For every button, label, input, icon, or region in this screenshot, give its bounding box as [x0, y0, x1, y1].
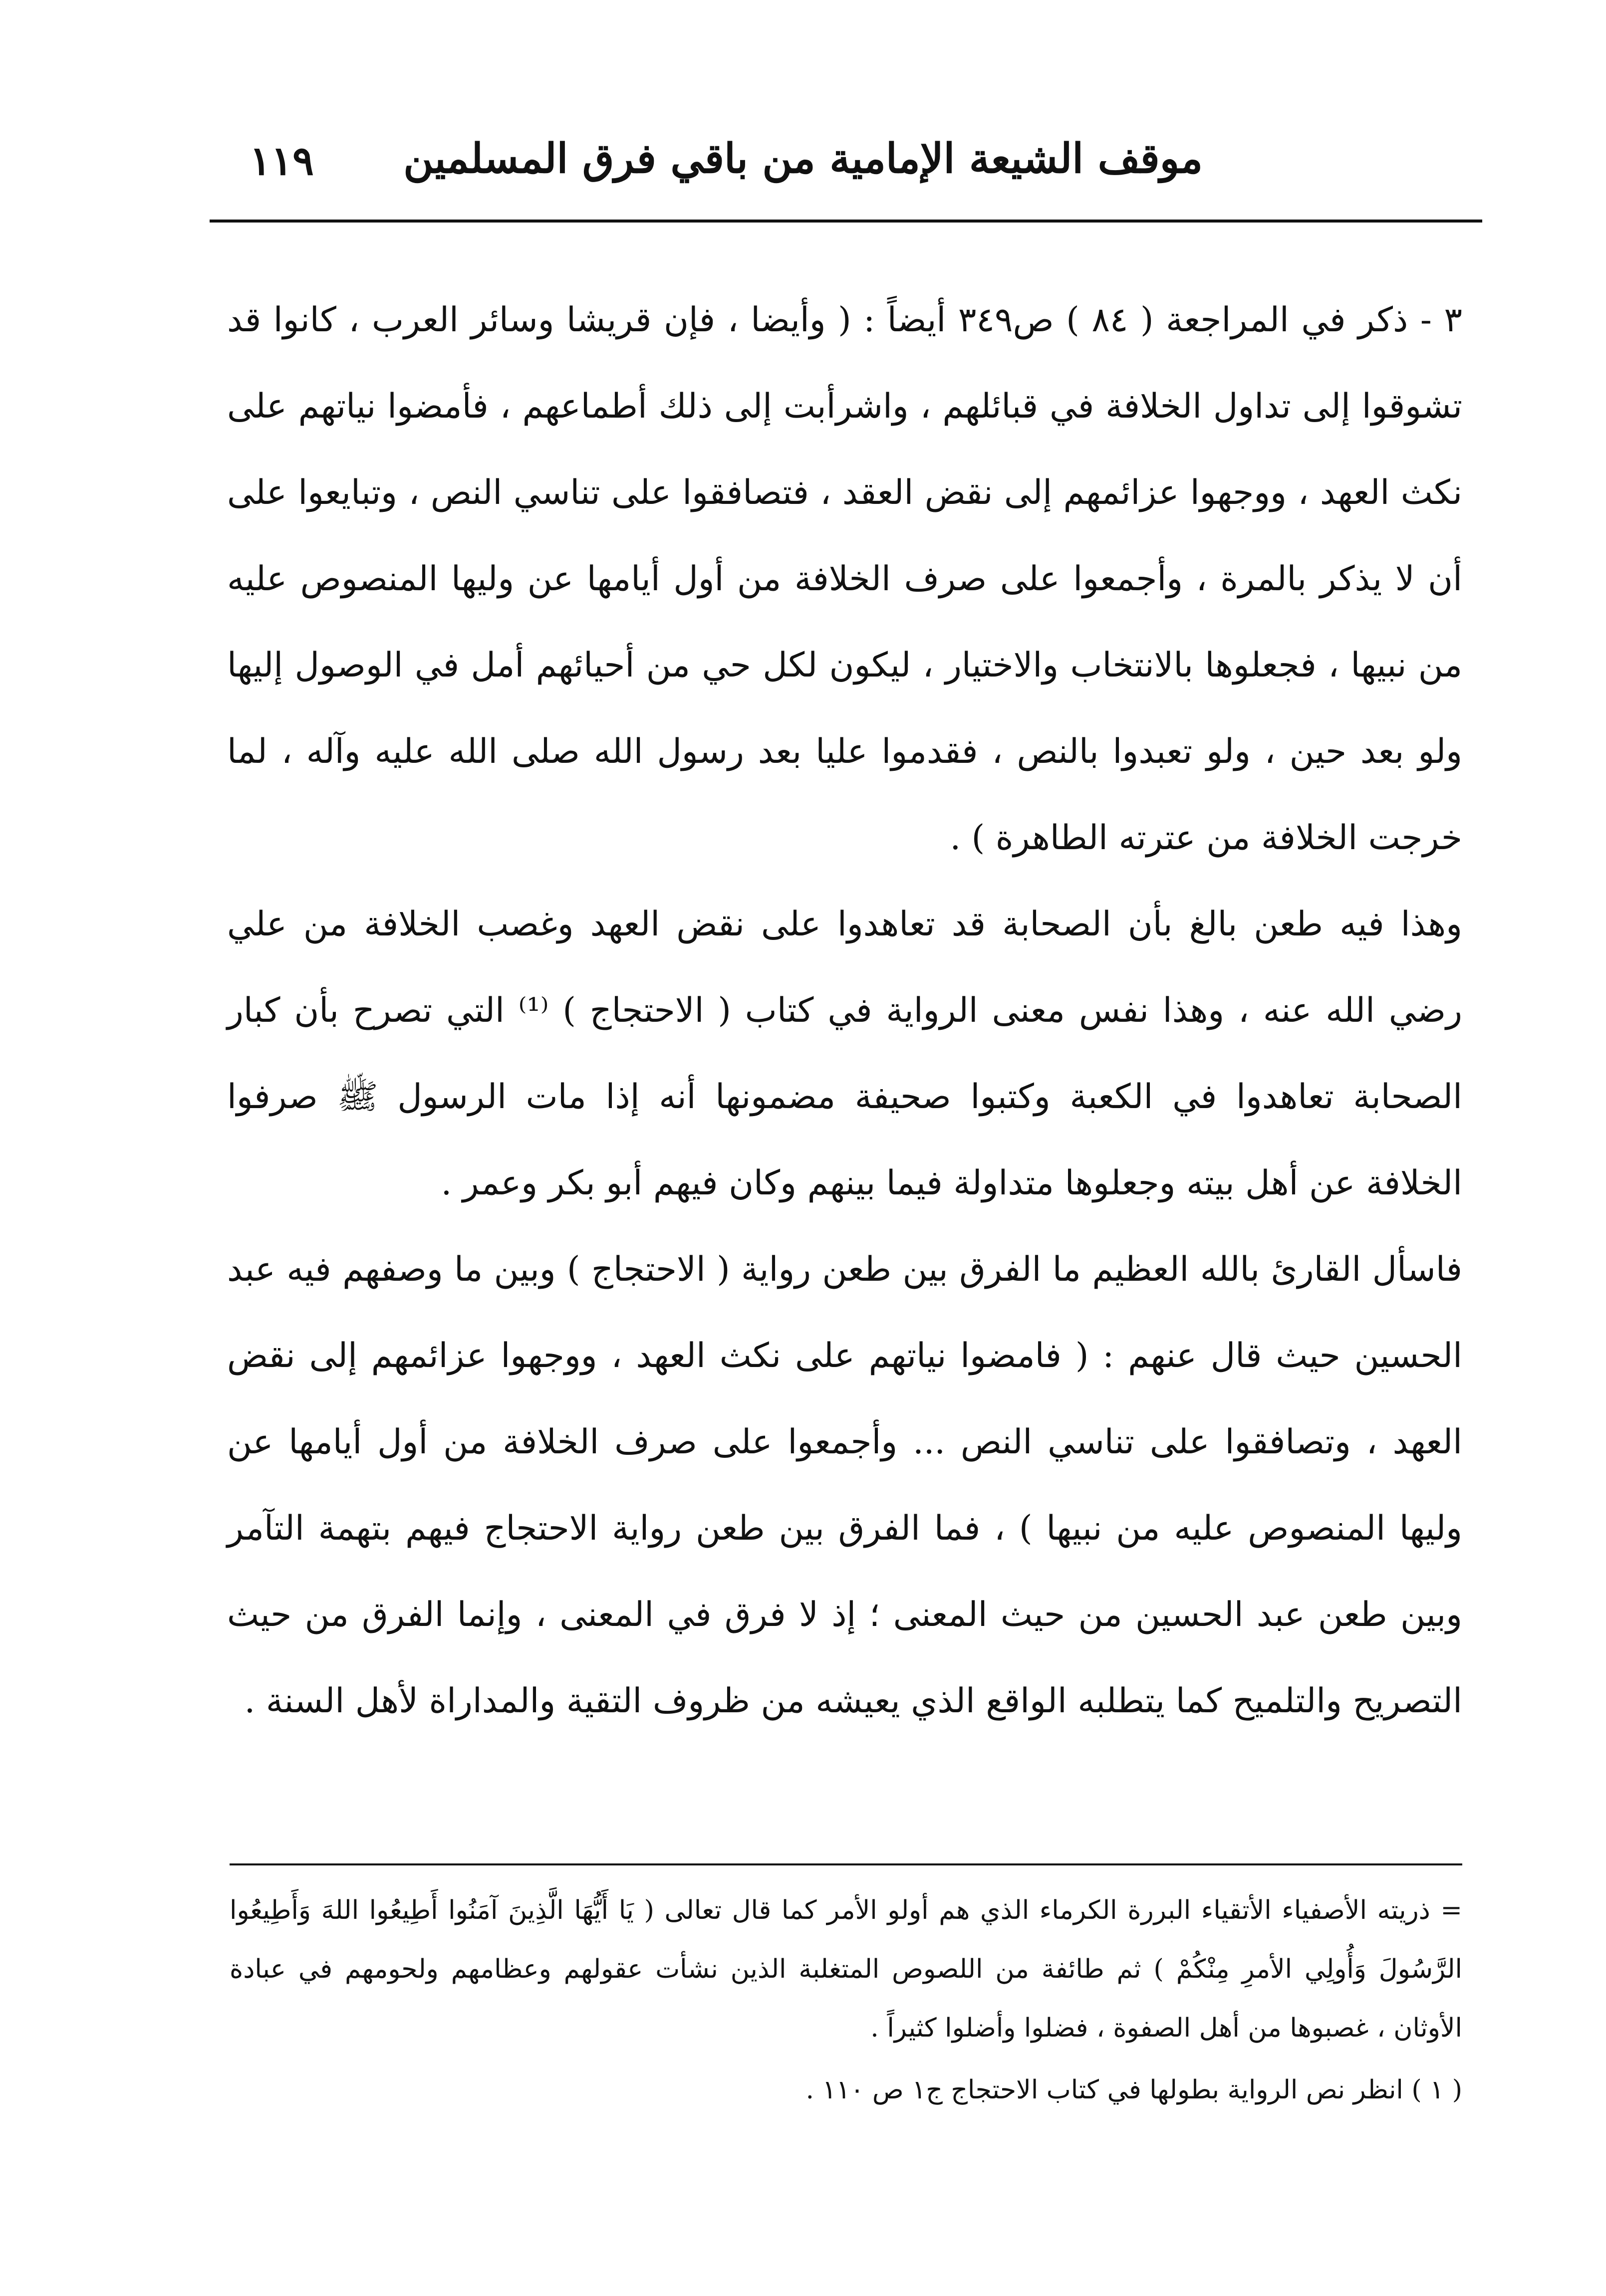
header-rule	[210, 220, 1482, 223]
footnote-1: ( ١ ) انظر نص الرواية بطولها في كتاب الاحتجاج ج١ ص ١١٠ .	[805, 2075, 1462, 2105]
paragraph-ihtijaj-comparison: وهذا فيه طعن بالغ بأن الصحابة قد تعاهدوا على نقض العهد وغصب الخلافة من علي رضي الله عنه ، وهذا نفس معنى الرواية في كتاب ( الاحتجاج ) ⁽¹⁾ التي تصرح بأن كبار الصحابة تعاهدوا في الكعبة وكتبوا صحيفة مضمونها أنه إذا مات الرسول ﷺ صرفوا الخلافة عن أهل بيته وجعلوها متداولة فيما بينهم وكان فيهم أبو بكر وعمر .	[227, 905, 1463, 1203]
footnote-continuation: = ذريته الأصفياء الأتقياء البررة الكرماء الذي هم أولو الأمر كما قال تعالى ( يَا أَيُّهَا الَّذِينَ آمَنُوا أَطِيعُوا اللهَ وَأَطِيعُوا الرَّسُولَ وَأُولِي الأمرِ مِنْكُمْ ) ثم طائفة من اللصوص المتغلبة الذين نشأت عقولهم وعظامهم ولحومهم في عبادة الأوثان ، غصبوها من أهل الصفوة ، فضلوا وأضلوا كثيراً .	[230, 1895, 1462, 2043]
paragraph-question-to-reader: فاسأل القارئ بالله العظيم ما الفرق بين طعن رواية ( الاحتجاج ) وبين ما وصفهم فيه عبد الحسين حيث قال عنهم : ( فامضوا نياتهم على نكث العهد ، ووجهوا عزائمهم إلى نقض العهد ، وتصافقوا على تناسي النص ... وأجمعوا على صرف الخلافة من أول أيامها عن وليها المنصوص عليه من نبيها ) ، فما الفرق بين طعن رواية الاحتجاج فيهم بتهمة التآمر وبين طعن عبد الحسين من حيث المعنى ؛ إذ لا فرق في المعنى ، وإنما الفرق من حيث التصريح والتلميح كما يتطلبه الواقع الذي يعيشه من ظروف التقية والمداراة لأهل السنة .	[227, 1250, 1462, 1721]
footnotes	[230, 1881, 1462, 2119]
footnote-rule	[230, 1863, 1462, 1865]
running-header	[210, 125, 1482, 210]
page-number: ١١٩	[250, 137, 314, 184]
running-title: موقف الشيعة الإمامية من باقي فرق المسلمين	[403, 135, 1203, 183]
body-text	[227, 277, 1462, 1744]
paragraph-quote-review-84: ٣ - ذكر في المراجعة ( ٨٤ ) ص٣٤٩ أيضاً : ( وأيضا ، فإن قريشا وسائر العرب ، كانوا قد تشوقوا إلى تداول الخلافة في قبائلهم ، واشرأبت إلى ذلك أطماعهم ، فأمضوا نياتهم على نكث العهد ، ووجهوا عزائمهم إلى نقض العقد ، فتصافقوا على تناسي النص ، وتبايعوا على أن لا يذكر بالمرة ، وأجمعوا على صرف الخلافة من أول أيامها عن وليها المنصوص عليه من نبيها ، فجعلوها بالانتخاب والاختيار ، ليكون لكل حي من أحيائهم أمل في الوصول إليها ولو بعد حين ، ولو تعبدوا بالنص ، فقدموا عليا بعد رسول الله صلى الله عليه وآله ، لما خرجت الخلافة من عترته الطاهرة ) .	[227, 300, 1463, 858]
